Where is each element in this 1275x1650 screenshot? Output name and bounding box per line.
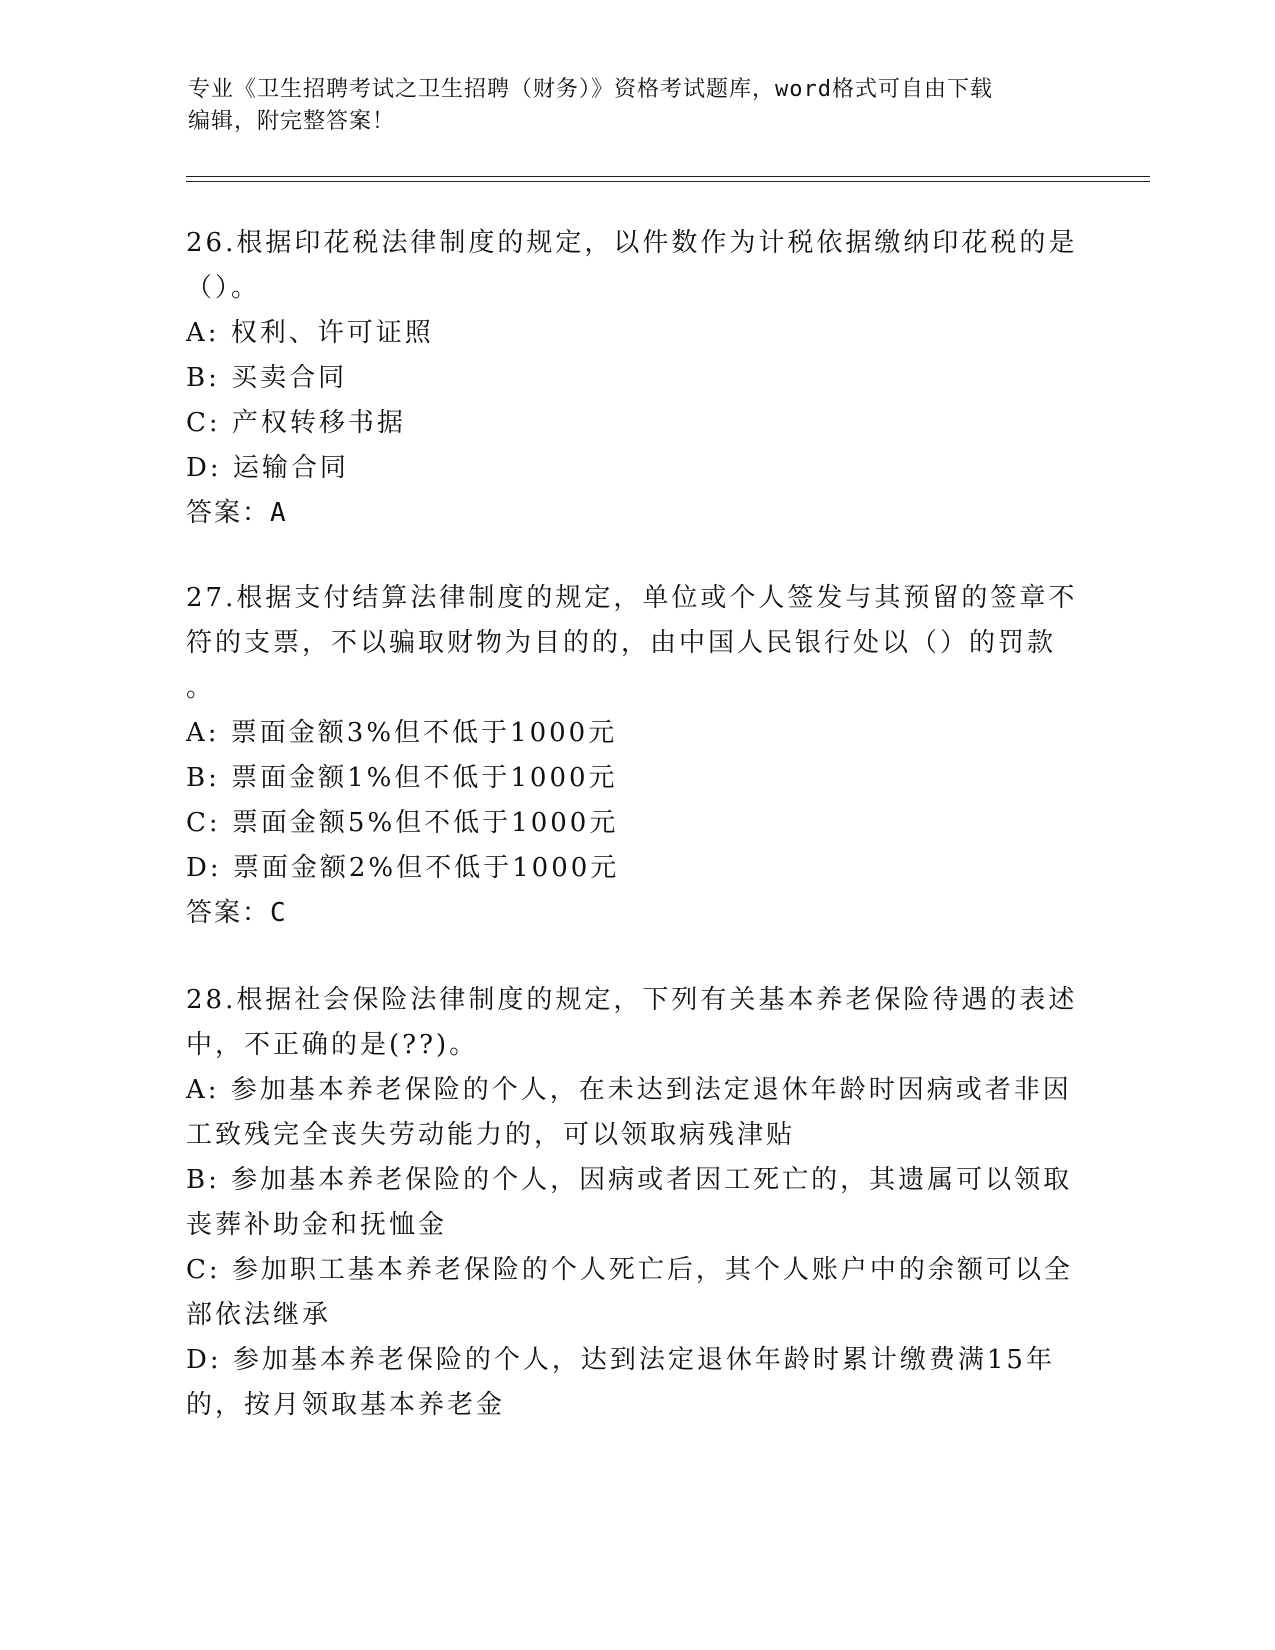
option-a: A: 参加基本养老保险的个人，在未达到法定退休年龄时因病或者非因: [186, 1075, 1072, 1105]
option-b: B: 买卖合同: [186, 363, 348, 393]
question-stem-line: 中，不正确的是(??)。: [186, 1030, 479, 1060]
question-stem-line: 符的支票，不以骗取财物为目的的，由中国人民银行处以（）的罚款: [186, 628, 1057, 658]
answer-line: 答案：A: [186, 498, 288, 528]
question-26: [186, 221, 1086, 536]
option-d: D: 运输合同: [186, 453, 349, 483]
question-stem-line: 26.根据印花税法律制度的规定，以件数作为计税依据缴纳印花税的是: [186, 228, 1078, 258]
option-b: B: 票面金额1%但不低于1000元: [186, 763, 618, 793]
question-stem-line: 。: [186, 673, 216, 703]
option-c: C: 参加职工基本养老保险的个人死亡后，其个人账户中的余额可以全: [186, 1255, 1073, 1285]
option-a: A: 权利、许可证照: [186, 318, 434, 348]
question-27: [186, 576, 1086, 936]
header-divider-top: [186, 176, 1150, 177]
option-b: B: 参加基本养老保险的个人，因病或者因工死亡的，其遗属可以领取: [186, 1165, 1073, 1195]
question-stem-line: （）。: [186, 273, 261, 303]
question-28: [186, 978, 1086, 1428]
option-c: C: 产权转移书据: [186, 408, 406, 438]
option-a-continued: 工致残完全丧失劳动能力的，可以领取病残津贴: [186, 1120, 796, 1150]
option-b-continued: 丧葬补助金和抚恤金: [186, 1210, 448, 1240]
question-stem-line: 28.根据社会保险法律制度的规定，下列有关基本养老保险待遇的表述: [186, 985, 1078, 1015]
document-header: [188, 74, 1068, 138]
option-a: A: 票面金额3%但不低于1000元: [186, 718, 618, 748]
header-line-2: 编辑，附完整答案！: [188, 109, 396, 134]
option-d: D: 票面金额2%但不低于1000元: [186, 853, 620, 883]
question-stem-line: 27.根据支付结算法律制度的规定，单位或个人签发与其预留的签章不: [186, 583, 1078, 613]
option-c: C: 票面金额5%但不低于1000元: [186, 808, 619, 838]
option-c-continued: 部依法继承: [186, 1300, 332, 1330]
answer-line: 答案：C: [186, 898, 288, 928]
header-line-1: 专业《卫生招聘考试之卫生招聘（财务）》资格考试题库，word格式可自由下载: [188, 77, 993, 102]
option-d: D: 参加基本养老保险的个人，达到法定退休年龄时累计缴费满15年: [186, 1345, 1055, 1375]
option-d-continued: 的，按月领取基本养老金: [186, 1390, 506, 1420]
header-divider-bottom: [186, 181, 1150, 182]
